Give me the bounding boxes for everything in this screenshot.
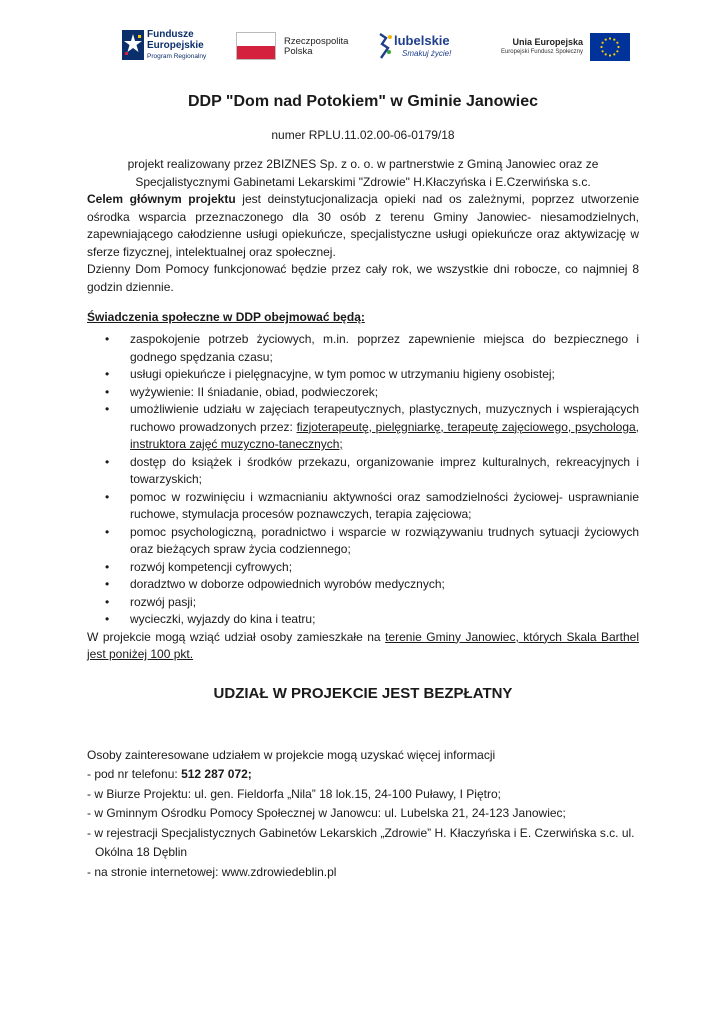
project-partners-line2: Specjalistycznymi Gabinetami Lekarskimi "Zdrowie" H.Kłaczyńska i E.Czerwińska s.c. — [135, 175, 591, 189]
document-body — [87, 88, 639, 882]
eu-flag-icon — [590, 33, 630, 61]
list-item — [87, 611, 639, 629]
lubelskie-logo-name: lubelskie — [394, 33, 450, 48]
bullet-icon: • — [105, 577, 110, 591]
contact-info — [87, 746, 639, 883]
fe-logo-line2: Europejskie — [147, 40, 204, 51]
bullet-icon: • — [105, 454, 110, 469]
fe-star-icon — [122, 30, 144, 60]
contact-office-1: - w Biurze Projektu: ul. gen. Fieldorfa „Nila” 18 lok.15, 24-100 Puławy, I Piętro; — [87, 786, 501, 801]
bullet-icon: • — [105, 559, 110, 574]
rp-logo-line1: Rzeczpospolita — [284, 36, 349, 47]
bullet-icon: • — [105, 332, 110, 346]
list-item — [87, 454, 639, 489]
benefits-list — [87, 331, 639, 629]
list-item — [87, 331, 639, 366]
contact-website: - na stronie internetowej: www.zdrowiedeblin.pl — [87, 864, 337, 879]
benefit-text: umożliwienie udziału w zajęciach terapeutycznych, plastycznych, muzycznych i wspierających ruchowo prowadzonych przez: — [130, 402, 639, 434]
eligibility-paragraph — [87, 629, 639, 664]
fundusze-europejskie-logo — [122, 28, 222, 68]
project-goal-bold: Celem głównym projektu — [87, 192, 236, 206]
benefit-text: rozwój pasji; — [130, 594, 197, 609]
bullet-icon: • — [105, 367, 110, 381]
eligibility-underlined: terenie Gminy Janowiec, których Skala Barthel jest poniżej 100 pkt. — [87, 629, 640, 661]
polish-flag-icon — [236, 32, 276, 60]
benefit-text: doradztwo w doborze odpowiednich wyrobów medycznych; — [130, 577, 445, 591]
lubelskie-logo-tagline: Smakuj życie! — [402, 49, 452, 58]
fe-logo-line3: Program Regionalny — [147, 53, 207, 60]
list-item — [87, 576, 639, 594]
list-item — [87, 594, 639, 612]
list-item — [87, 524, 639, 559]
schedule-paragraph: Dzienny Dom Pomocy funkcjonować będzie przez cały rok, we wszystkie dni robocze, co najmniej 8 godzin dziennie. — [87, 262, 639, 294]
benefit-text: usługi opiekuńcze i pielęgnacyjne, w tym pomoc w utrzymaniu higieny osobistej; — [130, 367, 555, 381]
contact-office-3-line1: - w rejestracji Specjalistycznych Gabinetów Lekarskich „Zdrowie” H. Kłaczyńska i E. Czerwińska s.c. ul. — [87, 825, 635, 840]
list-item — [87, 559, 639, 577]
logo-bar — [0, 28, 724, 68]
benefit-text: pomoc psychologiczną, poradnictwo i wsparcie w rozwiązywaniu trudnych sytuacji życiowych oraz bieżących spraw życia codziennego; — [130, 524, 639, 556]
contact-phone-label: - pod nr telefonu: — [87, 767, 182, 781]
free-participation-notice: UDZIAŁ W PROJEKCIE JEST BEZPŁATNY — [213, 684, 513, 702]
document-title: DDP "Dom nad Potokiem" w Gminie Janowiec — [187, 93, 539, 110]
list-item — [87, 401, 639, 454]
contact-intro: Osoby zainteresowane udziałem w projekcie mogą uzyskać więcej informacji — [87, 747, 496, 762]
ue-logo-line1: Unia Europejska — [512, 37, 583, 47]
bullet-icon: • — [105, 612, 110, 626]
unia-europejska-logo — [487, 28, 623, 68]
ue-logo-line2: Europejski Fundusz Społeczny — [500, 49, 583, 55]
contact-phone-line — [87, 765, 639, 785]
project-goal-text: jest deinstytucjonalizacja opieki nad os zależnymi, poprzez utworzenie ośrodka wsparcia przeznaczonego dla 30 osób z terenu Gminy Janowiec- niesamodzielnych, zapewniającego całodzienne usługi opiekuńcze, specjalistyczne usługi opiekuńcze oraz aktywizację w sferze fizycznej, intelektualnej oraz społecznej. — [87, 192, 639, 259]
fe-logo-line1: Fundusze — [147, 29, 194, 40]
benefit-text: zaspokojenie potrzeb życiowych, m.in. poprzez zapewnienie miejsca do bezpiecznego i godnego spędzania czasu; — [130, 332, 639, 364]
list-item — [87, 366, 639, 384]
project-number: numer RPLU.11.02.00-06-0179/18 — [271, 128, 455, 142]
project-partners-line1: projekt realizowany przez 2BIZNES Sp. z o. o. w partnerstwie z Gminą Janowiec oraz ze — [127, 157, 599, 171]
bullet-icon: • — [105, 594, 110, 609]
list-item — [87, 384, 639, 402]
list-item — [87, 489, 639, 524]
contact-office-2: - w Gminnym Ośrodku Pomocy Społecznej w Janowcu: ul. Lubelska 21, 24-123 Janowiec; — [87, 806, 566, 820]
benefit-text: dostęp do książek i środków przekazu, organizowanie imprez kulturalnych, rekreacyjnych i towarzyskich; — [130, 454, 639, 486]
benefit-text: wycieczki, wyjazdy do kina i teatru; — [130, 612, 316, 626]
rzeczpospolita-polska-logo — [236, 28, 356, 68]
benefit-text: rozwój kompetencji cyfrowych; — [130, 559, 293, 574]
contact-office-3-line2: Okólna 18 Dęblin — [95, 845, 188, 859]
benefit-text: wyżywienie: II śniadanie, obiad, podwieczorek; — [130, 384, 379, 399]
bullet-icon: • — [105, 489, 110, 504]
contact-phone-number: 512 287 072; — [181, 767, 252, 781]
eligibility-text: W projekcie mogą wziąć udział osoby zamieszkałe na — [87, 629, 386, 644]
lubelskie-logo — [378, 28, 468, 68]
rp-logo-line2: Polska — [284, 46, 313, 57]
bullet-icon: • — [105, 384, 110, 399]
lubelskie-mark-icon — [378, 32, 394, 60]
bullet-icon: • — [105, 524, 110, 539]
benefit-specialists-underlined: fizjoterapeutę, pielęgniarkę, terapeutę zajęciowego, psychologa, instruktora zajęć muzyczno-tanecznych; — [130, 419, 640, 451]
project-goal-paragraph — [87, 191, 639, 261]
benefit-text: pomoc w rozwinięciu i wzmacnianiu aktywności oraz samodzielności życiowej- usprawnianie ruchowe, stymulacja procesów poznawczych, terapia zajęciowa; — [130, 489, 639, 521]
benefits-heading: Świadczenia społeczne w DDP obejmować będą: — [87, 310, 365, 324]
bullet-icon: • — [105, 402, 110, 416]
